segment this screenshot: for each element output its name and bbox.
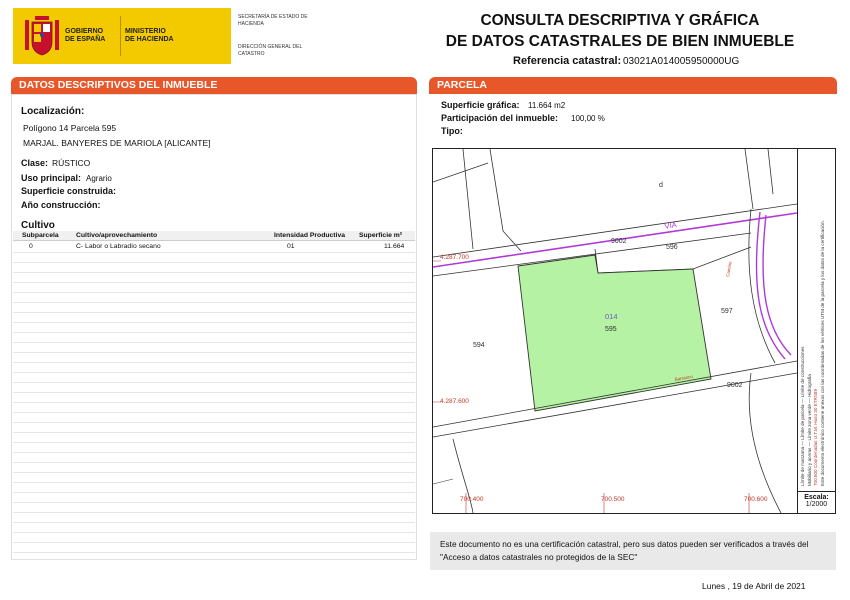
table-rule xyxy=(13,412,415,413)
cell-subparcela: 0 xyxy=(29,243,33,250)
legend-annex-note: Este documento electrónico contiene anexos con las coordenadas de los vértices UTM de la parcela y los datos de la certificación. xyxy=(819,220,825,486)
table-rule xyxy=(13,492,415,493)
datos-descriptivos-header: DATOS DESCRIPTIVOS DEL INMUEBLE xyxy=(11,77,417,94)
table-rule xyxy=(13,522,415,523)
legend-items-2: Mobiliario y aceras — Límite zona verde — Hidrografía xyxy=(806,374,812,486)
escala-box xyxy=(797,491,835,513)
table-rule xyxy=(13,452,415,453)
table-rule xyxy=(13,392,415,393)
cell-cultivo: C- Labor o Labradío secano xyxy=(76,243,161,250)
road-label-bottom: 9002 xyxy=(727,382,743,389)
col-intensidad: Intensidad Productiva xyxy=(274,232,346,239)
tipo-label: Tipo: xyxy=(441,126,463,136)
cell-superficie: 11.664 xyxy=(384,243,405,250)
col-subparcela: Subparcela xyxy=(22,232,59,239)
parcel-label-594: 594 xyxy=(473,342,485,349)
ano-construccion-label: Año construcción: xyxy=(21,200,101,210)
map-line xyxy=(763,215,791,355)
government-logo xyxy=(13,8,231,64)
map-line xyxy=(433,479,453,484)
table-rule xyxy=(13,552,415,553)
coord-y-top: 4.287.700 xyxy=(440,254,469,261)
localizacion-line-2: MARJAL. BANYERES DE MARIOLA [ALICANTE] xyxy=(23,138,211,148)
verification-note: Este documento no es una certificación catastral, pero sus datos pueden ser verificados a través del "Acceso a datos catastrales no protegidos de la SEC" xyxy=(430,532,836,570)
table-rule xyxy=(13,462,415,463)
coat-of-arms-icon xyxy=(25,14,59,58)
referencia-value: 03021A014005950000UG xyxy=(623,56,740,67)
ministerio-label: MINISTERIO DE HACIENDA xyxy=(125,28,174,43)
coord-label: d xyxy=(659,182,663,189)
table-rule xyxy=(13,382,415,383)
clase-value: RÚSTICO xyxy=(52,158,91,168)
secretaria-label: SECRETARÍA DE ESTADO DE HACIENDA xyxy=(238,14,308,27)
table-rule xyxy=(13,252,415,253)
map-line xyxy=(490,149,521,251)
superficie-grafica-value: 11.664 m2 xyxy=(528,101,566,110)
table-rule xyxy=(13,302,415,303)
table-rule xyxy=(13,322,415,323)
parcel-label-596: 596 xyxy=(666,244,678,251)
table-rule xyxy=(13,282,415,283)
localizacion-label: Localización: xyxy=(21,106,85,117)
cultivo-title: Cultivo xyxy=(21,220,55,231)
parcel-label-595: 595 xyxy=(605,326,617,333)
table-rule xyxy=(13,312,415,313)
gobierno-de-espana-label: GOBIERNO DE ESPAÑA xyxy=(65,28,106,43)
referencia-label: Referencia catastral: xyxy=(513,55,622,67)
cultivo-table-header xyxy=(13,231,415,241)
map-line xyxy=(756,212,785,359)
participacion-value: 100,00 % xyxy=(571,114,605,123)
document-title: CONSULTA DESCRIPTIVA Y GRÁFICA DE DATOS CATASTRALES DE BIEN INMUEBLE xyxy=(445,12,795,50)
parcel-595 xyxy=(518,255,711,411)
map-legend-text xyxy=(800,148,826,486)
map-line xyxy=(433,163,488,182)
red-map-label-1: Camino xyxy=(725,261,733,278)
logo-divider xyxy=(120,16,121,56)
table-rule xyxy=(13,422,415,423)
table-rule xyxy=(13,542,415,543)
escala-value: 1/2000 xyxy=(805,501,828,508)
localizacion-line-1: Polígono 14 Parcela 595 xyxy=(23,123,117,133)
coord-y-bottom: 4.287.600 xyxy=(440,398,469,405)
parcel-label-597: 597 xyxy=(721,308,733,315)
coord-ticks xyxy=(433,261,441,402)
cadastral-map xyxy=(433,149,797,513)
table-rule xyxy=(13,372,415,373)
table-rule xyxy=(13,342,415,343)
red-map-label-2: Barranco xyxy=(674,373,694,382)
table-rule xyxy=(13,272,415,273)
map-line xyxy=(745,149,753,209)
uso-principal-value: Agrario xyxy=(86,174,112,183)
escala-label: Escala: xyxy=(804,494,829,501)
coord-x-1: 700.400 xyxy=(460,496,484,503)
direccion-label: DIRECCIÓN GENERAL DEL CATASTRO xyxy=(238,44,303,57)
table-rule xyxy=(13,482,415,483)
table-rule xyxy=(13,352,415,353)
cell-intensidad: 01 xyxy=(287,243,295,250)
clase-label: Clase: xyxy=(21,158,49,168)
subparcel-label: 014 xyxy=(605,312,618,321)
table-rule xyxy=(13,512,415,513)
participacion-label: Participación del inmueble: xyxy=(441,113,559,123)
document-date: Lunes , 19 de Abril de 2021 xyxy=(702,581,806,591)
table-rule xyxy=(13,402,415,403)
col-cultivo: Cultivo/aprovechamiento xyxy=(76,232,158,239)
table-rule xyxy=(13,292,415,293)
coord-x-2: 700.500 xyxy=(601,496,625,503)
table-rule xyxy=(13,472,415,473)
table-rule xyxy=(13,362,415,363)
road-label-top: 9002 xyxy=(611,238,627,245)
table-rule xyxy=(13,432,415,433)
map-line xyxy=(768,149,773,194)
via-edge-top xyxy=(433,204,797,257)
legend-items: Límite de manzana — Límite de parcela — Límite de construcciones xyxy=(800,346,805,486)
map-line xyxy=(463,149,473,249)
table-rule xyxy=(13,532,415,533)
map-line xyxy=(749,373,781,513)
parcela-header: PARCELA xyxy=(429,77,837,94)
legend-utm-note: 700.600 Coordenadas U.T.M. Huso 30 ETRS89 xyxy=(813,388,818,486)
table-rule xyxy=(13,442,415,443)
uso-principal-label: Uso principal: xyxy=(21,173,82,183)
superficie-grafica-label: Superficie gráfica: xyxy=(441,100,520,110)
coord-x-3: 700.600 xyxy=(744,496,768,503)
table-rule xyxy=(13,502,415,503)
table-rule xyxy=(13,262,415,263)
table-rule xyxy=(13,332,415,333)
via-label: VIA xyxy=(663,220,678,231)
col-superficie: Superficie m² xyxy=(359,232,403,239)
superficie-construida-label: Superficie construida: xyxy=(21,186,117,196)
